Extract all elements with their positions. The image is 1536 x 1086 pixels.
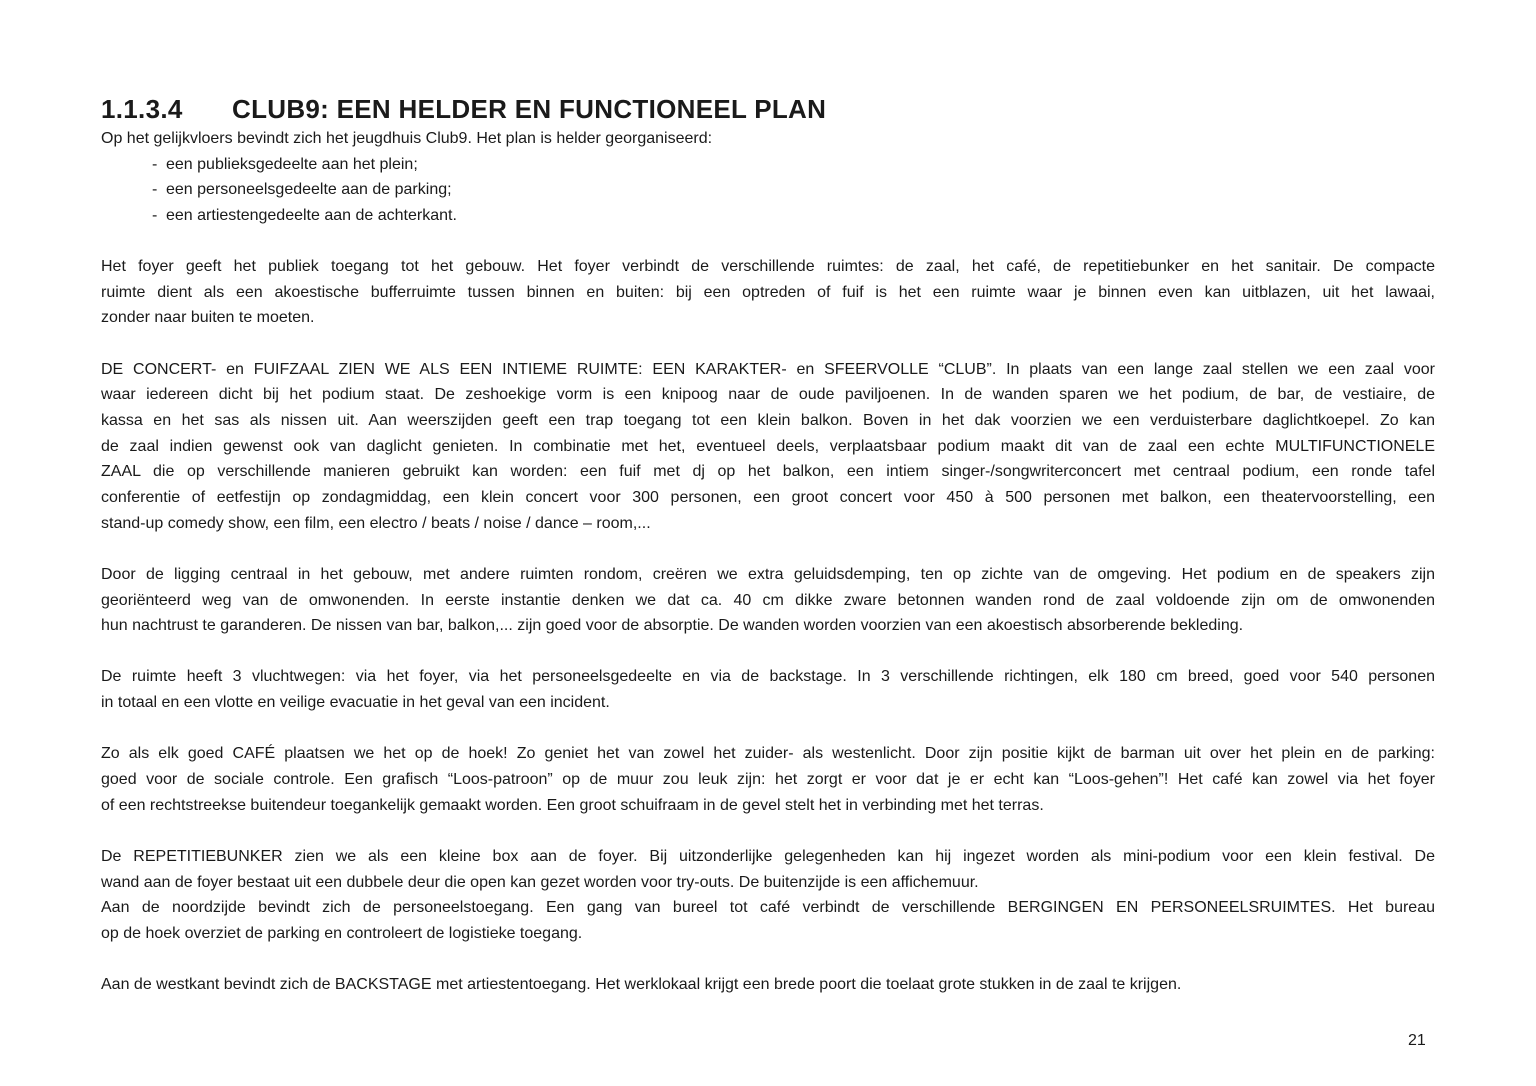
paragraph-line: kassa en het sas als nissen uit. Aan weerszijden geeft een trap toegang tot een klein balkon. Boven in het dak voorzien we een verduisterbare daglichtkoepel. Zo kan	[101, 412, 1435, 430]
bullet-list	[101, 152, 1435, 229]
paragraph-line: ZAAL die op verschillende manieren gebruikt kan worden: een fuif met dj op het balkon, een intiem singer-/songwriterconcert met centraal podium, een ronde tafel	[101, 463, 1435, 481]
paragraph	[101, 664, 1435, 715]
document-body	[101, 126, 1435, 998]
paragraph	[101, 254, 1435, 331]
page-number: 21	[1408, 1032, 1426, 1049]
paragraph-line: stand-up comedy show, een film, een electro / beats / noise / dance – room,...	[101, 514, 651, 532]
paragraph-line: ruimte dient als een akoestische bufferruimte tussen binnen en buiten: bij een optreden of fuif is het een ruimte waar je binnen even kan uitblazen, uit het lawaai,	[101, 283, 1435, 301]
paragraph-line: in totaal en een vlotte en veilige evacuatie in het geval van een incident.	[101, 694, 610, 712]
bullet-dash: -	[152, 181, 158, 199]
intro-text: Op het gelijkvloers bevindt zich het jeugdhuis Club9. Het plan is helder georganiseerd:	[101, 130, 713, 147]
paragraph-line: Het foyer geeft het publiek toegang tot het gebouw. Het foyer verbindt de verschillende ruimtes: de zaal, het café, de repetitiebunker en het sanitair. De compacte	[101, 258, 1435, 276]
paragraph-line: waar iedereen dicht bij het podium staat. De zeshoekige vorm is een knipoog naar de oude paviljoenen. In de wanden sparen we het podium, de bar, de vestiaire, de	[101, 386, 1435, 404]
paragraph-line: georiënteerd weg van de omwonenden. In eerste instantie denken we dat ca. 40 cm dikke zware betonnen wanden rond de zaal voldoende zijn om de omwonenden	[101, 591, 1435, 609]
paragraph-line: DE CONCERT- en FUIFZAAL ZIEN WE ALS EEN INTIEME RUIMTE: EEN KARAKTER- en SFEERVOLLE “CLUB”. In plaats van een lange zaal stellen we een zaal voor	[101, 360, 1435, 378]
paragraph-line: goed voor de sociale controle. Een grafisch “Loos-patroon” op de muur zou leuk zijn: het zorgt er voor dat je er echt kan “Loos-gehen”! Het café kan zowel via het foyer	[101, 771, 1435, 789]
paragraph-line: of een rechtstreekse buitendeur toegankelijk gemaakt worden. Een groot schuifraam in de gevel stelt het in verbinding met het terras.	[101, 796, 1044, 814]
paragraph-line: Aan de noordzijde bevindt zich de personeelstoegang. Een gang van bureel tot café verbindt de verschillende BERGINGEN EN PERSONEELSRUIMTES. Het bureau	[101, 899, 1435, 917]
paragraph-line: wand aan de foyer bestaat uit een dubbele deur die open kan gezet worden voor try-outs. De buitenzijde is een affichemuur.	[101, 873, 979, 891]
paragraph	[101, 972, 1435, 998]
paragraph-line: Aan de westkant bevindt zich de BACKSTAGE met artiestentoegang. Het werklokaal krijgt een brede poort die toelaat grote stukken in de zaal te krijgen.	[101, 976, 1182, 994]
paragraph	[101, 357, 1435, 536]
paragraph	[101, 844, 1435, 947]
paragraphs	[101, 229, 1435, 998]
paragraph-line: hun nachtrust te garanderen. De nissen van bar, balkon,... zijn goed voor de absorptie. De wanden worden voorzien van een akoestisch absorberende bekleding.	[101, 617, 1244, 635]
paragraph-line: De REPETITIEBUNKER zien we als een kleine box aan de foyer. Bij uitzonderlijke gelegenheden kan hij ingezet worden als mini-podium voor een klein festival. De	[101, 847, 1435, 865]
paragraph-gap	[101, 947, 1435, 973]
paragraph	[101, 741, 1435, 818]
paragraph-line: Door de ligging centraal in het gebouw, met andere ruimten rondom, creëren we extra geluidsdemping, ten op zichte van de omgeving. Het podium en de speakers zijn	[101, 565, 1435, 583]
paragraph-gap	[101, 716, 1435, 742]
paragraph-gap	[101, 818, 1435, 844]
paragraph-line: zonder naar buiten te moeten.	[101, 309, 315, 327]
bullet-dash: -	[152, 206, 158, 224]
bullet-text: een publieksgedeelte aan het plein;	[166, 155, 418, 173]
paragraph-line: Zo als elk goed CAFÉ plaatsen we het op de hoek! Zo geniet het van zowel het zuider- als westenlicht. Door zijn positie kijkt de barman uit over het plein en de parking:	[101, 745, 1435, 763]
bullet-item	[101, 203, 1435, 229]
bullet-item	[101, 177, 1435, 203]
bullet-text: een personeelsgedeelte aan de parking;	[166, 181, 452, 199]
paragraph-line: conferentie of eetfestijn op zondagmiddag, een klein concert voor 300 personen, een groot concert voor 450 à 500 personen met balkon, een theatervoorstelling, een	[101, 488, 1435, 506]
paragraph-gap	[101, 639, 1435, 665]
paragraph-gap	[101, 331, 1435, 357]
paragraph-line: op de hoek overziet de parking en controleert de logistieke toegang.	[101, 924, 583, 942]
paragraph-line: De ruimte heeft 3 vluchtwegen: via het foyer, via het personeelsgedeelte en via de backstage. In 3 verschillende richtingen, elk 180 cm breed, goed voor 540 personen	[101, 668, 1435, 686]
paragraph-gap	[101, 536, 1435, 562]
bullet-dash: -	[152, 155, 158, 173]
paragraph-gap	[101, 229, 1435, 255]
bullet-item	[101, 152, 1435, 178]
section-title: CLUB9: EEN HELDER EN FUNCTIONEEL PLAN	[232, 94, 827, 124]
paragraph	[101, 562, 1435, 639]
section-number: 1.1.3.4	[101, 94, 183, 124]
bullet-text: een artiestengedeelte aan de achterkant.	[166, 206, 457, 224]
paragraph-line: de zaal indien gewenst ook van daglicht genieten. In combinatie met het, eventueel deels, verplaatsbaar podium maakt dit van de zaal een echte MULTIFUNCTIONELE	[101, 437, 1435, 455]
